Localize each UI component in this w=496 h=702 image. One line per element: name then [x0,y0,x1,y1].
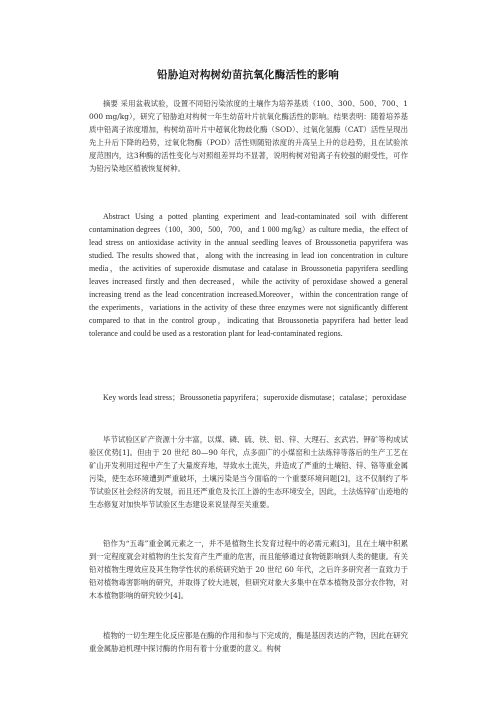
abstract-english: Abstract Using a potted planting experiment and lead-contaminated soil with different contamination degrees（100，300，500，700，and 1 000 mg/kg）as culture media，the effect of lead stress on antioxidase activity in the annual seedling leaves of Broussonetia papyrifera was studied. The results showed that，along with the increasing in lead ion concentration in culture media，the activities of superoxide dismutase and catalase in Broussonetia papyrifera seedling leaves increased firstly and then decreased，while the activity of peroxidase showed a general increasing trend as the lead concentration increased.Moreover，within the concentration range of the experiments，variations in the activity of these three enzymes were not significantly different compared to that in the control group，indicating that Broussonetia papyrifera had better lead tolerance and could be used as a restoration plant for lead-contaminated regions. [89,212,408,338]
body-paragraph-2: 铅作为“五毒”重金属元素之一，并不是植物生长发育过程中的必需元素[3]，且在土壤中积累到一定程度就会对植物的生长发育产生严重的危害，而且能够通过食物链影响到人类的健康。有关铅对植物生理效应及其生物学性状的系统研究始于 20 世纪 60 年代，之后许多研究者一直致力于铅对植物毒害影响的研究，并取得了较大进展，但研究对象大多集中在草本植物及部分农作物，对木本植物影响的研究较少[4]。 [89,539,408,600]
keywords: Key words lead stress；Broussonetia papyrifera；superoxide dismutase；catalase；peroxidase [103,393,407,402]
paper-title: 铅胁迫对构树幼苗抗氧化酶活性的影响 [157,69,339,81]
body-paragraph-1: 毕节试验区矿产资源十分丰富，以煤、磷、硫、铁、铝、锌、大理石、玄武岩、钾矿等构成试验区优势[1]。但由于 20 世纪 80—90 年代，点多面广的小煤窑和土法炼锌等落后的生产工艺在矿山开发利用过程中产生了大量废弃地，导致水土流失，并造成了严重的土壤铅、锌、铬等重金属污染，使生态环境遭到严重破坏，土壤污染是当今面临的一个重要环境问题[2]，这不仅制约了毕节试验区社会经济的发展，而且还严重危及长江上游的生态环境安全，因此，土法炼锌矿山迹地的生态修复对加快毕节试验区生态建设来说显得至关重要。 [89,435,408,509]
body-paragraph-3: 植物的一切生理生化反应都是在酶的作用和参与下完成的，酶是基因表达的产物，因此在研究重金属胁迫机理中探讨酶的作用有着十分重要的意义。构树 [89,631,408,653]
abstract-chinese: 摘要 采用盆栽试验，设置不同铅污染浓度的土壤作为培养基质（100、300、500、700、1 000 mg/kg），研究了铅胁迫对构树一年生幼苗叶片抗氧化酶活性的影响。结果表明：随着培养基质中铅离子浓度增加，构树幼苗叶片中超氧化物歧化酶（SOD）、过氧化氢酶（CAT）活性呈现出先上升后下降的趋势，过氧化物酶（POD）活性则随铅浓度的升高呈上升的总趋势，且在试验浓度范围内，这3种酶的活性变化与对照组差异均不显著，说明构树对铅离子有较强的耐受性，可作为铅污染地区植被恢复树种。 [89,99,408,173]
